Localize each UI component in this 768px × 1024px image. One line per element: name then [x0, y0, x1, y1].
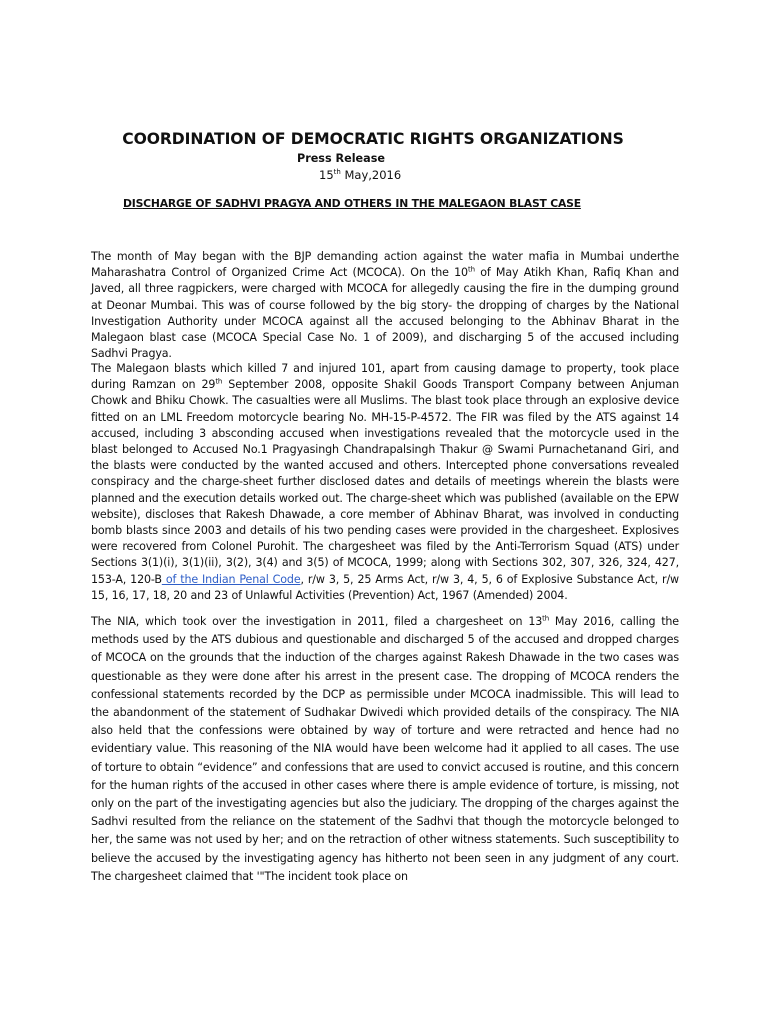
headline-text: DISCHARGE OF SADHVI PRAGYA AND OTHERS IN THE MALEGAON BLAST CASE [123, 197, 581, 210]
paragraph-2-text-c: , r/w 3, 5, 25 Arms Act, r/w 3, 4, 5, 6 of Explosive Substance Act, r/w 15, 16, 17, 18, 20 and 23 of Unlawful Activities (Prevention) Act, 1967 (Amended) 2004. [91, 572, 679, 602]
paragraph-2-superscript: th [215, 377, 223, 386]
paragraph-3-text-a: The NIA, which took over the investigation in 2011, filed a chargesheet on 13 [91, 615, 543, 628]
paragraph-2-text-a: The Malegaon blasts which killed 7 and injured 101, apart from causing damage to property, took place during Ramzan on 29 [91, 362, 679, 392]
paragraph-3 [91, 613, 679, 886]
paragraph-1 [91, 249, 679, 362]
press-release-label: Press Release [297, 152, 385, 165]
date-suffix: th [333, 168, 341, 177]
date-rest: May,2016 [340, 168, 402, 182]
paragraph-3-superscript: th [542, 614, 550, 623]
paragraph-1-superscript: th [467, 265, 475, 274]
headline [92, 197, 581, 210]
date-day: 15 [319, 168, 334, 182]
paragraph-1-text-b: of May Atikh Khan, Rafiq Khan and Javed, all three ragpickers, were charged with MCOCA for allegedly causing the fire in the dumping ground at Deonar Mumbai. This was of course followed by the big story- the dropping of charges by the National Investigation Authority under MCOCA against all the accused belonging to the Abhinav Bharat in the Malegaon blast case (MCOCA Special Case No. 1 of 2009), and discharging 5 of the accused including Sadhvi Pragya. [91, 266, 679, 361]
paragraph-1-text-a: The month of May began with the BJP demanding action against the water mafia in Mumbai underthe Maharashatra Control of Organized Crime Act (MCOCA). On the 10 [91, 250, 679, 280]
paragraph-3-text-b: May 2016, calling the methods used by the ATS dubious and questionable and discharged 5 of the accused and dropped charges of MCOCA on the grounds that the induction of the charges against Rakesh Dhawade in the two cases was questionable as they were done after his arrest in the present case. The dropping of MCOCA renders the confessional statements recorded by the DCP as permissible under MCOCA inadmissible. This will lead to the abandonment of the statement of Sudhakar Dwivedi which provided details of the conspiracy. The NIA also held that the confessions were obtained by way of torture and were retracted and hence had no evidentiary value. This reasoning of the NIA would have been welcome had it applied to all cases. The use of torture to obtain “evidence” and confessions that are used to convict accused is routine, and this concern for the human rights of the accused in other cases where there is ample evidence of torture, is missing, not only on the part of the investigating agencies but also the judiciary. The dropping of the charges against the Sadhvi resulted from the reliance on the statement of the Sadhvi that though the motorcycle belonged to her, the same was not used by her; and on the retraction of other witness statements. Such susceptibility to believe the accused by the investigating agency has hitherto not been seen in any judgment of any court. The chargesheet claimed that '"The incident took place on [91, 615, 679, 883]
release-date [319, 168, 401, 182]
indian-penal-code-link[interactable]: of the Indian Penal Code [161, 572, 301, 586]
organization-title: COORDINATION OF DEMOCRATIC RIGHTS ORGANIZATIONS [122, 130, 624, 148]
paragraph-2 [91, 361, 679, 604]
paragraph-2-text-b: September 2008, opposite Shakil Goods Transport Company between Anjuman Chowk and Bhiku Chowk. The casualties were all Muslims. The blast took place through an explosive device fitted on an LML Freedom motorcycle bearing No. MH-15-P-4572. The FIR was filed by the ATS against 14 accused, including 3 absconding accused when investigations revealed that the motorcycle used in the blast belonged to Accused No.1 Pragyasingh Chandrapalsingh Thakur @ Swami Purnachetanand Giri, and the blasts were conducted by the wanted accused and others. Intercepted phone conversations revealed conspiracy and the charge-sheet further disclosed dates and details of meetings wherein the blasts were planned and the execution details worked out. The charge-sheet which was published (available on the EPW website), discloses that Rakesh Dhawade, a core member of Abhinav Bharat, was involved in conducting bomb blasts since 2003 and details of his two pending cases were provided in the chargesheet. Explosives were recovered from Colonel Purohit. The chargesheet was filed by the Anti-Terrorism Squad (ATS) under Sections 3(1)(i), 3(1)(ii), 3(2), 3(4) and 3(5) of MCOCA, 1999; along with Sections 302, 307, 326, 324, 427, 153-A, 120-B [91, 378, 679, 586]
